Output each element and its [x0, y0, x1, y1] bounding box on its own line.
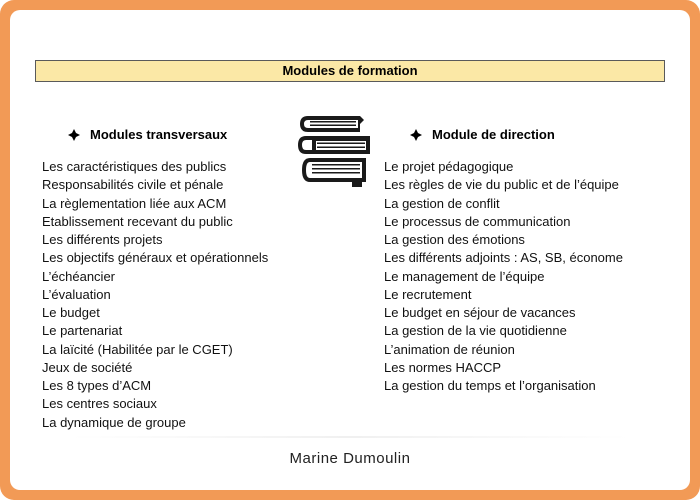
left-column-heading [68, 126, 312, 144]
list-item: L’animation de réunion [384, 341, 515, 357]
list-item: Etablissement recevant du public [42, 213, 233, 229]
right-list [384, 158, 674, 395]
list-item: Les 8 types d’ACM [42, 378, 152, 393]
list-item: Les différents projets [42, 232, 163, 247]
list-item: Les normes HACCP [384, 359, 502, 375]
diamond-bullet-icon [68, 129, 80, 141]
diamond-bullet-icon [410, 129, 422, 141]
list-item: La dynamique de groupe [42, 414, 186, 430]
signature-divider [70, 436, 630, 438]
page-title: Modules de formation [35, 60, 665, 82]
list-item: Les règles de vie du public et de l’équipe [384, 177, 619, 193]
left-column [42, 126, 312, 432]
left-heading-text: Modules transversaux [90, 127, 228, 142]
left-list [42, 158, 312, 432]
list-item: Le budget en séjour de vacances [384, 305, 576, 320]
list-item: L’échéancier [42, 268, 115, 284]
signature: Marine Dumoulin [289, 450, 411, 467]
list-item: La gestion du temps et l’organisation [384, 378, 596, 393]
right-column [384, 126, 674, 395]
list-item: Les centres sociaux [42, 396, 157, 412]
right-column-heading [410, 126, 674, 144]
list-item: Le partenariat [42, 323, 123, 339]
list-item: La gestion de conflit [384, 195, 500, 211]
list-item: Les différents adjoints : AS, SB, économe [384, 250, 623, 266]
content-card [10, 10, 690, 490]
list-item: Les caractéristiques des publics [42, 159, 227, 174]
list-item: La laïcité (Habilitée par le CGET) [42, 341, 233, 357]
list-item: Responsabilités civile et pénale [42, 177, 224, 193]
right-heading-text: Module de direction [432, 127, 555, 142]
list-item: Le projet pédagogique [384, 159, 514, 174]
list-item: La règlementation liée aux ACM [42, 195, 227, 211]
list-item: Le management de l’équipe [384, 268, 545, 284]
list-item: Jeux de société [42, 359, 133, 375]
list-item: La gestion des émotions [384, 232, 525, 247]
list-item: La gestion de la vie quotidienne [384, 323, 567, 339]
list-item: L’évaluation [42, 286, 111, 302]
list-item: Les objectifs généraux et opérationnels [42, 250, 269, 266]
list-item: Le processus de communication [384, 213, 571, 229]
list-item: Le recrutement [384, 286, 472, 302]
list-item: Le budget [42, 305, 100, 320]
